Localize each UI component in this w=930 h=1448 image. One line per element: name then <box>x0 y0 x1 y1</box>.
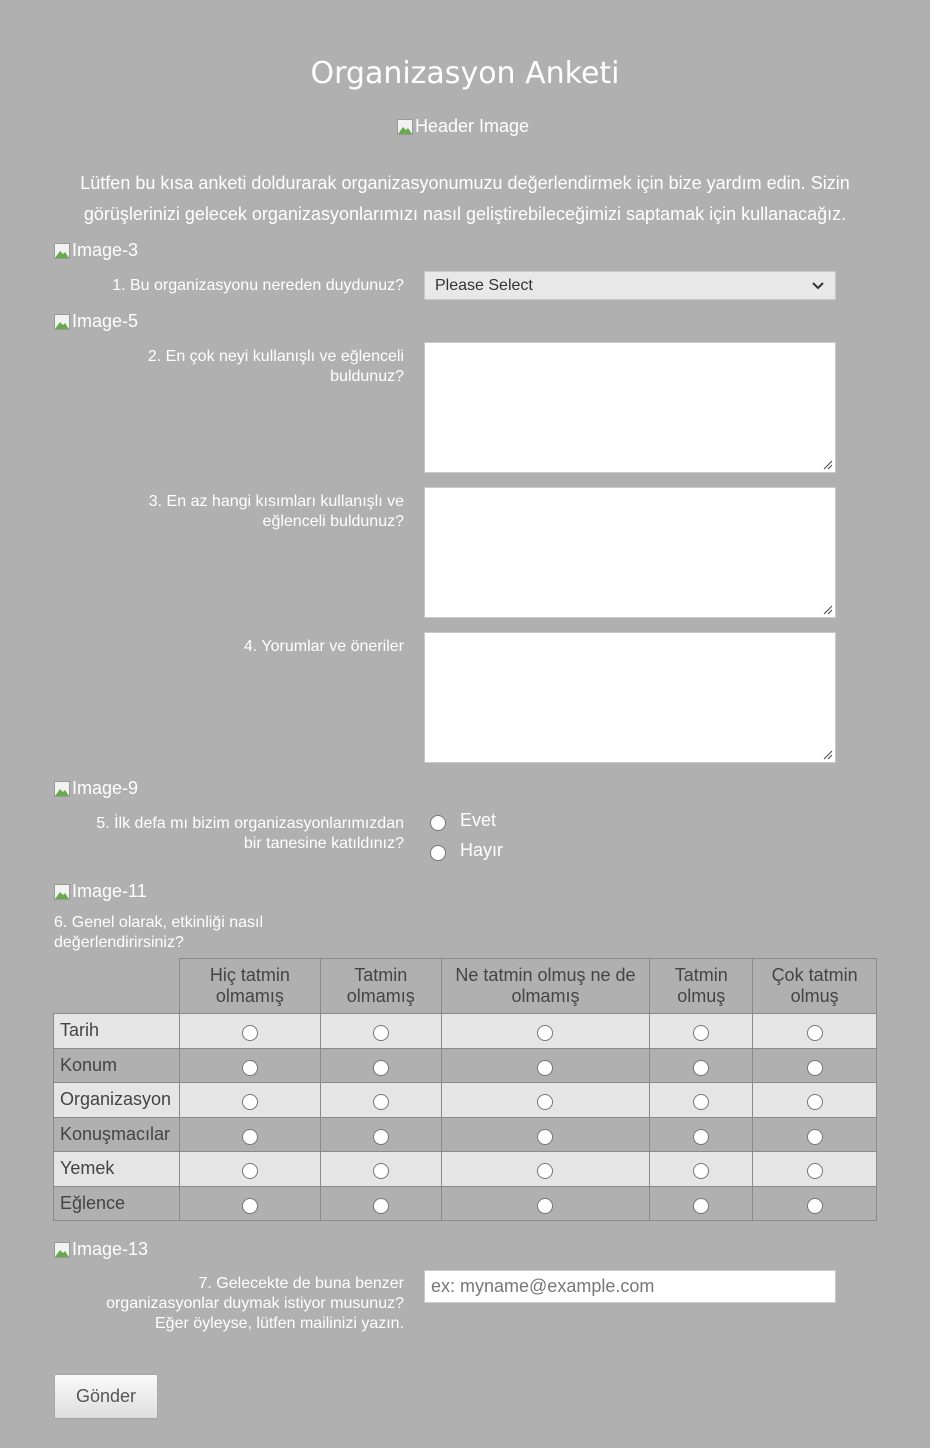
matrix-cell <box>650 1117 753 1152</box>
broken-image-icon <box>54 1242 70 1258</box>
image-9 <box>54 778 138 799</box>
matrix-row-label: Konum <box>54 1048 180 1083</box>
q5-option-evet[interactable] <box>430 810 496 831</box>
matrix-row <box>54 1083 877 1118</box>
image-5 <box>54 311 138 332</box>
q5-label-line-2: bir tanesine katıldınız? <box>243 835 404 852</box>
q5-label-line-1: 5. İlk defa mı bizim organizasyonlarımızdan <box>96 815 404 832</box>
matrix-radio[interactable] <box>537 1094 553 1110</box>
q3-label <box>44 492 404 532</box>
matrix-radio[interactable] <box>242 1129 258 1145</box>
matrix-radio[interactable] <box>242 1198 258 1214</box>
q4-label: 4. Yorumlar ve öneriler <box>243 638 404 655</box>
email-field[interactable]: ex: myname@example.com <box>424 1270 836 1303</box>
matrix-cell <box>179 1117 320 1152</box>
matrix-row-label: Yemek <box>54 1152 180 1187</box>
q5-option-hayir[interactable] <box>430 840 503 861</box>
matrix-corner <box>54 959 180 1014</box>
matrix-cell <box>179 1152 320 1187</box>
matrix-cell <box>320 1014 441 1049</box>
matrix-radio[interactable] <box>537 1198 553 1214</box>
matrix-row <box>54 1048 877 1083</box>
q3-textarea[interactable] <box>424 487 836 618</box>
matrix-cell <box>753 1014 877 1049</box>
image-3-alt: Image-3 <box>72 240 139 260</box>
matrix-cell <box>650 1152 753 1187</box>
q7-label <box>44 1274 404 1334</box>
matrix-cell <box>320 1083 441 1118</box>
rating-matrix <box>53 958 877 1221</box>
matrix-radio[interactable] <box>242 1025 258 1041</box>
matrix-cell <box>320 1048 441 1083</box>
matrix-radio[interactable] <box>693 1025 709 1041</box>
image-11-alt: Image-11 <box>72 881 147 901</box>
matrix-cell <box>320 1152 441 1187</box>
matrix-radio[interactable] <box>373 1163 389 1179</box>
q6-label-line-2: değerlendirirsiniz? <box>54 934 184 951</box>
q1-label: 1. Bu organizasyonu nereden duydunuz? <box>112 277 404 294</box>
matrix-cell <box>441 1083 650 1118</box>
matrix-cell <box>650 1083 753 1118</box>
q3-label-line-1: 3. En az hangi kısımları kullanışlı ve <box>148 493 404 510</box>
image-3 <box>54 240 138 261</box>
resize-grip-icon[interactable] <box>823 750 833 760</box>
matrix-radio[interactable] <box>537 1163 553 1179</box>
matrix-radio[interactable] <box>807 1060 823 1076</box>
matrix-radio[interactable] <box>373 1129 389 1145</box>
q2-label-line-2: buldunuz? <box>330 368 404 385</box>
submit-button[interactable]: Gönder <box>54 1374 158 1419</box>
matrix-row-label: Tarih <box>54 1014 180 1049</box>
q2-label-line-1: 2. En çok neyi kullanışlı ve eğlenceli <box>147 348 404 365</box>
matrix-radio[interactable] <box>537 1060 553 1076</box>
matrix-radio[interactable] <box>807 1094 823 1110</box>
image-5-alt: Image-5 <box>72 311 139 331</box>
intro-text <box>40 168 890 230</box>
q7-label-line-3: Eğer öyleyse, lütfen mailinizi yazın. <box>155 1315 404 1332</box>
q4-textarea[interactable] <box>424 632 836 763</box>
image-9-alt: Image-9 <box>72 778 139 798</box>
matrix-cell <box>441 1186 650 1221</box>
matrix-row <box>54 1014 877 1049</box>
chevron-down-icon <box>811 279 825 293</box>
matrix-radio[interactable] <box>373 1025 389 1041</box>
matrix-row <box>54 1186 877 1221</box>
matrix-radio[interactable] <box>373 1198 389 1214</box>
header-image-alt: Header Image <box>415 116 530 136</box>
q1-selected-value: Please Select <box>435 276 533 294</box>
matrix-cell <box>753 1152 877 1187</box>
q1-select[interactable] <box>424 271 836 300</box>
matrix-cell <box>179 1083 320 1118</box>
matrix-radio[interactable] <box>693 1060 709 1076</box>
matrix-radio[interactable] <box>537 1129 553 1145</box>
matrix-radio[interactable] <box>373 1094 389 1110</box>
matrix-cell <box>650 1186 753 1221</box>
intro-line-2: görüşlerinizi gelecek organizasyonlarımızı nasıl geliştirebileceğimizi saptamak için kullanacağız. <box>83 204 847 224</box>
intro-line-1: Lütfen bu kısa anketi doldurarak organizasyonumuzu değerlendirmek için bize yardım edin. Sizin <box>80 173 850 193</box>
image-11 <box>54 881 147 902</box>
matrix-row <box>54 1152 877 1187</box>
broken-image-icon <box>54 314 70 330</box>
resize-grip-icon[interactable] <box>823 460 833 470</box>
matrix-cell <box>441 1152 650 1187</box>
image-13 <box>54 1239 148 1260</box>
image-13-alt: Image-13 <box>72 1239 149 1259</box>
q6-label <box>54 913 304 953</box>
matrix-column-header: Çok tatmin olmuş <box>753 959 877 1014</box>
q2-textarea[interactable] <box>424 342 836 473</box>
matrix-radio[interactable] <box>693 1198 709 1214</box>
q3-label-line-2: eğlenceli buldunuz? <box>262 513 404 530</box>
radio-evet[interactable] <box>430 815 446 831</box>
matrix-column-header: Tatmin olmuş <box>650 959 753 1014</box>
broken-image-icon <box>54 243 70 259</box>
q5-option-label: Hayır <box>460 840 504 860</box>
matrix-cell <box>753 1186 877 1221</box>
matrix-row-label: Konuşmacılar <box>54 1117 180 1152</box>
matrix-column-header: Tatmin olmamış <box>320 959 441 1014</box>
matrix-cell <box>650 1048 753 1083</box>
q6-label-line-1: 6. Genel olarak, etkinliği nasıl <box>54 914 263 931</box>
matrix-radio[interactable] <box>242 1060 258 1076</box>
q7-label-line-1: 7. Gelecekte de buna benzer <box>198 1275 404 1292</box>
matrix-column-header: Ne tatmin olmuş ne de olmamış <box>441 959 650 1014</box>
matrix-radio[interactable] <box>807 1025 823 1041</box>
matrix-cell <box>179 1186 320 1221</box>
q5-option-label: Evet <box>460 810 497 830</box>
broken-image-icon <box>54 884 70 900</box>
matrix-cell <box>441 1014 650 1049</box>
matrix-radio[interactable] <box>242 1094 258 1110</box>
matrix-column-header: Hiç tatmin olmamış <box>179 959 320 1014</box>
page-title: Organizasyon Anketi <box>310 56 620 91</box>
radio-hayir[interactable] <box>430 845 446 861</box>
matrix-radio[interactable] <box>242 1163 258 1179</box>
matrix-cell <box>320 1117 441 1152</box>
broken-image-icon <box>54 781 70 797</box>
matrix-cell <box>753 1117 877 1152</box>
matrix-cell <box>753 1048 877 1083</box>
matrix-cell <box>441 1117 650 1152</box>
matrix-radio[interactable] <box>693 1163 709 1179</box>
q7-label-line-2: organizasyonlar duymak istiyor musunuz? <box>106 1295 404 1312</box>
matrix-cell <box>179 1048 320 1083</box>
matrix-cell <box>441 1048 650 1083</box>
broken-image-icon <box>397 119 413 135</box>
matrix-radio[interactable] <box>807 1129 823 1145</box>
matrix-row <box>54 1117 877 1152</box>
matrix-cell <box>753 1083 877 1118</box>
matrix-cell <box>650 1014 753 1049</box>
matrix-row-label: Eğlence <box>54 1186 180 1221</box>
matrix-radio[interactable] <box>693 1129 709 1145</box>
q5-label <box>44 814 404 854</box>
matrix-radio[interactable] <box>807 1163 823 1179</box>
matrix-radio[interactable] <box>807 1198 823 1214</box>
matrix-cell <box>179 1014 320 1049</box>
matrix-radio[interactable] <box>373 1060 389 1076</box>
resize-grip-icon[interactable] <box>823 605 833 615</box>
matrix-radio[interactable] <box>537 1025 553 1041</box>
q2-label <box>44 347 404 387</box>
matrix-row-label: Organizasyon <box>54 1083 180 1118</box>
matrix-cell <box>320 1186 441 1221</box>
matrix-radio[interactable] <box>693 1094 709 1110</box>
header-image <box>397 116 529 137</box>
